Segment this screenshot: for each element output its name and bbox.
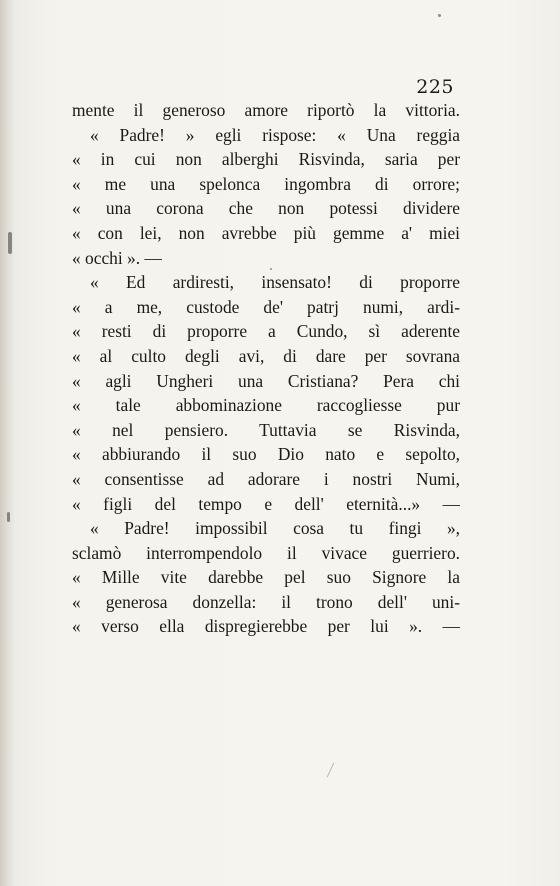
- page-number: 225: [416, 76, 454, 98]
- ink-speck: [438, 14, 441, 17]
- text-line: « Padre! impossibil cosa tu fingi »,: [90, 518, 460, 539]
- text-line: « occhi ». —: [72, 247, 162, 268]
- text-line: « me una spelonca ingombra di orrore;: [72, 173, 460, 194]
- body-text: [72, 98, 460, 639]
- text-line: « agli Ungheri una Cristiana? Pera chi: [72, 370, 460, 391]
- text-line: mente il generoso amore riportò la vittoria.: [72, 100, 460, 120]
- text-line: « in cui non alberghi Risvinda, saria per: [72, 149, 460, 170]
- text-line: « figli del tempo e dell' eternità...» —: [72, 493, 460, 514]
- text-line: « verso ella dispregierebbe per lui ». —: [72, 616, 460, 637]
- text-line: « resti di proporre a Cundo, sì aderente: [72, 321, 460, 342]
- text-line: « al culto degli avi, di dare per sovrana: [72, 345, 460, 366]
- pencil-mark: [327, 763, 335, 778]
- text-line: « consentisse ad adorare i nostri Numi,: [72, 468, 460, 489]
- text-line: « una corona che non potessi dividere: [72, 198, 460, 219]
- text-line: « con lei, non avrebbe più gemme a' miei: [72, 222, 460, 243]
- page-gutter: [0, 0, 14, 886]
- text-line: « Ed ardiresti, insensato! di proporre: [90, 272, 460, 293]
- text-line: « generosa donzella: il trono dell' uni-: [72, 591, 460, 612]
- ink-speck: [8, 232, 12, 254]
- text-line: « Mille vite darebbe pel suo Signore la: [72, 567, 460, 588]
- text-line: « nel pensiero. Tuttavia se Risvinda,: [72, 419, 460, 440]
- text-line: « Padre! » egli rispose: « Una reggia: [90, 124, 460, 145]
- text-line: sclamò interrompendolo il vivace guerriero.: [72, 542, 460, 563]
- text-line: « abbiurando il suo Dio nato e sepolto,: [72, 444, 460, 465]
- text-line: « a me, custode de' patrj numi, ardi-: [72, 296, 460, 317]
- ink-speck: [7, 512, 10, 522]
- text-line: « tale abbominazione raccogliesse pur: [72, 395, 460, 416]
